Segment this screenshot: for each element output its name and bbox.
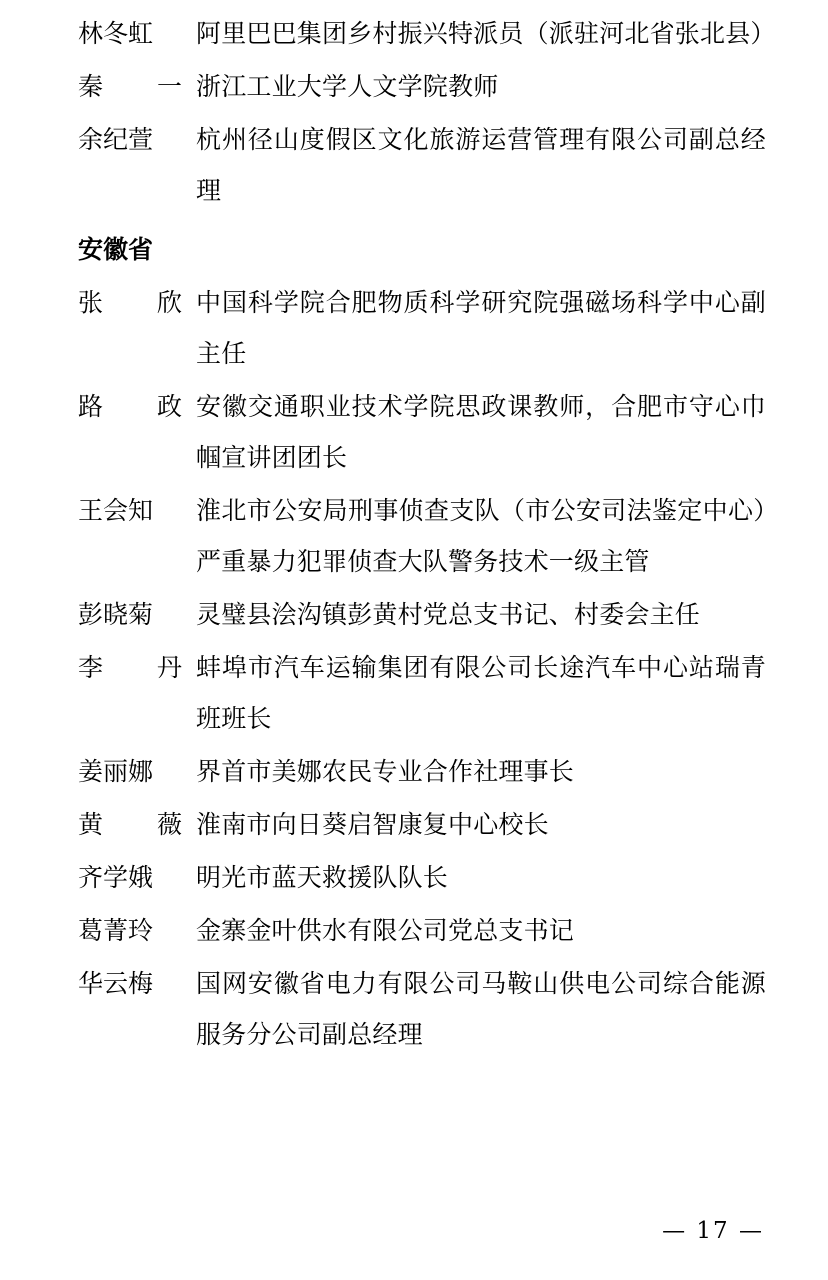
person-description: 阿里巴巴集团乡村振兴特派员（派驻河北省张北县） (196, 19, 776, 48)
person-description: 界首市美娜农民专业合作社理事长 (196, 757, 575, 786)
person-name (78, 277, 196, 328)
person-name-char: 路 (78, 392, 104, 421)
list-item (78, 852, 766, 903)
person-name (78, 381, 196, 432)
list-item (78, 485, 766, 587)
person-name-char: 政 (156, 392, 182, 421)
list-item (78, 381, 766, 483)
list-item (78, 958, 766, 1060)
list-item (78, 642, 766, 744)
list-item (78, 8, 776, 59)
person-name: 彭晓菊 (78, 600, 154, 629)
person-description: 蚌埠市汽车运输集团有限公司长途汽车中心站瑞青班班长 (196, 653, 766, 733)
person-name-char: 丹 (156, 653, 182, 682)
list-item (78, 114, 766, 216)
person-name: 葛菁玲 (78, 916, 154, 945)
person-description: 灵璧县浍沟镇彭黄村党总支书记、村委会主任 (196, 600, 701, 629)
person-description: 浙江工业大学人文学院教师 (196, 72, 499, 101)
person-name-char: 一 (156, 72, 182, 101)
person-name: 齐学娥 (78, 863, 154, 892)
person-name: 王会知 (78, 496, 154, 525)
person-name: 林冬虹 (78, 19, 154, 48)
person-name-char: 薇 (156, 810, 182, 839)
person-name (78, 61, 196, 112)
person-description: 杭州径山度假区文化旅游运营管理有限公司副总经理 (196, 125, 766, 205)
person-name: 姜丽娜 (78, 757, 154, 786)
person-name-char: 张 (78, 288, 104, 317)
person-description: 明光市蓝天救援队队长 (196, 863, 449, 892)
list-item (78, 277, 766, 379)
list-item (78, 61, 766, 112)
person-description: 安徽交通职业技术学院思政课教师，合肥市守心巾帼宣讲团团长 (196, 392, 766, 472)
person-name: 华云梅 (78, 969, 154, 998)
person-description: 国网安徽省电力有限公司马鞍山供电公司综合能源服务分公司副总经理 (196, 969, 766, 1049)
list-item (78, 746, 766, 797)
name-list (78, 8, 776, 1060)
list-item (78, 799, 766, 850)
list-item (78, 905, 766, 956)
person-name-char: 李 (78, 653, 104, 682)
person-name-char: 秦 (78, 72, 104, 101)
section-heading: 安徽省 (78, 235, 154, 264)
person-name (78, 642, 196, 693)
page-number: — 17 — (662, 1218, 764, 1244)
person-description: 中国科学院合肥物质科学研究院强磁场科学中心副主任 (196, 288, 766, 368)
person-description: 金寨金叶供水有限公司党总支书记 (196, 916, 575, 945)
person-name: 余纪萱 (78, 125, 154, 154)
person-description: 淮南市向日葵启智康复中心校长 (196, 810, 549, 839)
person-description: 淮北市公安局刑事侦查支队（市公安司法鉴定中心）严重暴力犯罪侦查大队警务技术一级主管 (196, 496, 766, 576)
person-name-char: 黄 (78, 810, 104, 839)
person-name-char: 欣 (156, 288, 182, 317)
person-name (78, 799, 196, 850)
list-item (78, 589, 766, 640)
